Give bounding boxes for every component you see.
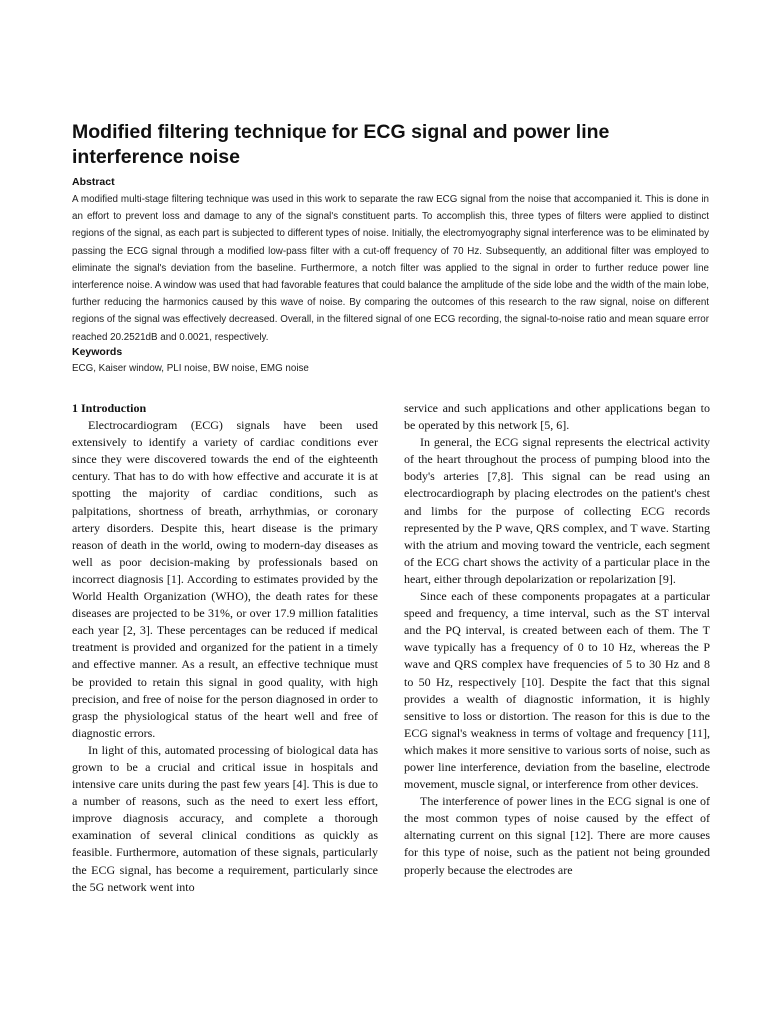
paper-title: Modified filtering technique for ECG signal and power line interference noise	[72, 121, 610, 168]
left-column	[72, 400, 378, 896]
section-heading-introduction: 1 Introduction	[72, 401, 147, 415]
keywords-heading: Keywords	[72, 346, 123, 358]
keywords-text: ECG, Kaiser window, PLI noise, BW noise, EMG noise	[72, 363, 309, 374]
body-paragraph: Electrocardiogram (ECG) signals have been used extensively to identify a variety of cardiac conditions ever since they were discovered towards the end of the eighteenth century. That has to do with how effective and accurate it is at spotting the majority of cardiac conditions, such as palpitations, shortness of breath, arrhythmias, or coronary artery disorders. Despite this, heart disease is the primary reason of death in the world, owing to modern-day diseases as well as poor decision-making by professionals based on incorrect diagnosis [1]. According to estimates provided by the World Health Organization (WHO), the death rates for these diseases are projected to be 31%, or over 17.9 million fatalities each year [2, 3]. These percentages can be reduced if medical treatment is provided and organized for the patient in a timely and effective manner. As a result, an effective technique must be provided to retain this signal in good quality, with high precision, and free of noise for the person diagnosed in order to grasp the physiological status of the heart well and free of diagnostic errors.	[72, 418, 378, 740]
body-paragraph: In general, the ECG signal represents the electrical activity of the heart throughout the process of pumping blood into the body's arteries [7,8]. This signal can be read using an electrocardiograph by placing electrodes on the patient's chest and limbs for the purpose of collecting ECG records represented by the P wave, QRS complex, and T wave. Starting with the atrium and moving toward the ventricle, each segment of the ECG chart shows the activity of a particular place in the heart, either through depolarization or repolarization [9].	[404, 435, 710, 586]
body-paragraph: In light of this, automated processing of biological data has grown to be a crucial and critical issue in hospitals and intensive care units during the past few years [4]. This is due to a number of reasons, such as the need to exert less effort, improve diagnosis accuracy, and complete a thorough examination of several clinical conditions as quickly as feasible. Furthermore, automation of these signals, particularly the ECG signal, has become a requirement, particularly since the 5G network went into	[72, 742, 378, 894]
body-paragraph: The interference of power lines in the ECG signal is one of the most common types of noise caused by the effect of alternating current on this signal [12]. There are more causes for this type of noise, such as the patient not being grounded properly because the electrodes are	[404, 794, 710, 877]
right-column	[404, 400, 710, 879]
body-paragraph-continuation: service and such applications and other applications began to be operated by this network [5, 6].	[404, 401, 710, 433]
abstract-heading: Abstract	[72, 176, 115, 188]
body-paragraph: Since each of these components propagates at a particular speed and frequency, a time interval, such as the ST interval and the PQ interval, is created between each of them. The T wave typically has a frequency of 0 to 10 Hz, whereas the P wave and QRS complex have frequencies of 5 to 30 Hz and 8 to 50 Hz, respectively [10]. Despite the fact that this signal provides a wealth of diagnostic information, it is highly sensitive to loss or distortion. The reason for this is due to the ECG signal's weakness in terms of voltage and frequency [11], which makes it more sensitive to various sorts of noise, such as power line interference, deviation from the baseline, electrode movement, muscle signal, or interference from other devices.	[404, 589, 710, 792]
abstract-text: A modified multi-stage filtering technique was used in this work to separate the raw ECG signal from the noise that accompanied it. This is done in an effort to prevent loss and damage to any of the signal's constituent parts. To accomplish this, three types of filters were applied to distinct regions of the signal, as each part is subjected to different types of noise. Initially, the electromyography signal interference was to be eliminated by passing the ECG signal through a modified low-pass filter with a cut-off frequency of 70 Hz. Subsequently, an additional filter was employed to eliminate the signal's deviation from the baseline. Furthermore, a notch filter was applied to the signal in order to further reduce power line interference noise. A window was used that had favorable features that could balance the amplitude of the side lobe and the width of the main lobe, further reducing the harmonics caused by this wave of noise. By comparing the outcomes of this research to the raw signal, noise on different regions of the signal was effectively decreased. Overall, in the filtered signal of one ECG recording, the signal-to-noise ratio and mean square error reached 20.2521dB and 0.0021, respectively.	[72, 194, 709, 343]
